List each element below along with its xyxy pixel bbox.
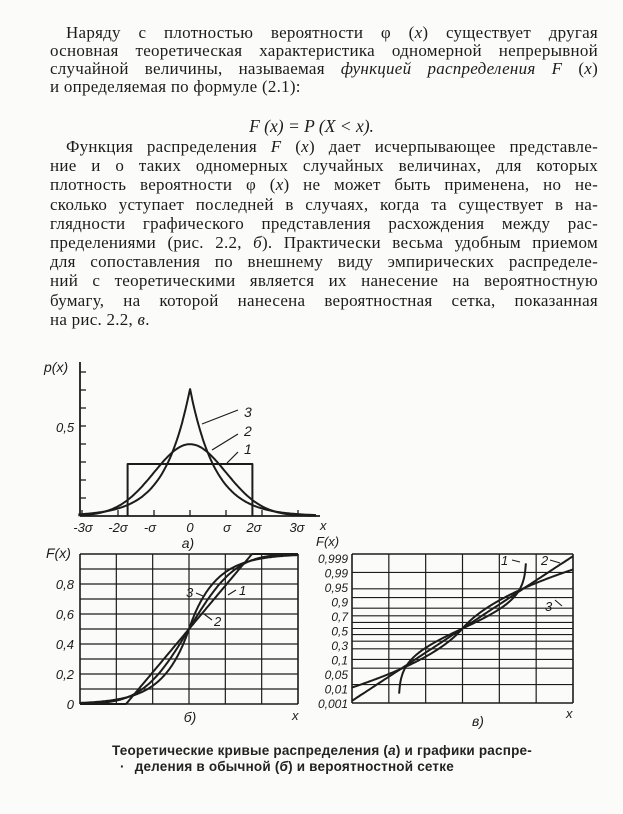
y-tick-label: 0,9 [331, 595, 348, 610]
text-segment: бумагу, на которой нанесена вероятностная сетка, показанная [50, 290, 598, 310]
curve-2-normal [78, 444, 316, 516]
italic-text: x [275, 175, 284, 195]
italic-text: x [584, 59, 593, 78]
text-segment: для сопоставления по внешнему виду эмпирических распределе- [50, 252, 598, 272]
curve-label-2: 2 [541, 553, 549, 568]
x-axis-label: x [320, 518, 327, 533]
curve-label-3: 3 [545, 599, 553, 614]
italic-text: F [270, 137, 282, 156]
x-axis-label: x [292, 708, 299, 723]
text-segment: ) не может быть применена, но не- [283, 175, 599, 195]
caption-text: ) и вероятностной сетке [288, 759, 454, 774]
leader-2 [204, 614, 212, 620]
x-axis-label: x [566, 706, 573, 721]
y-tick-label: 0,7 [331, 610, 348, 624]
leader-3 [196, 593, 203, 596]
y-tick-label: 0,95 [324, 581, 348, 595]
x-tick-label: 3σ [289, 520, 305, 535]
text-segment: Наряду с плотностью вероятности φ ( [66, 23, 415, 42]
curve-label-2: 2 [244, 423, 252, 439]
caption-text: Теоретические кривые распределения ( [112, 743, 389, 758]
text-segment: ний с теоретическими является их нанесение на вероятностную [50, 271, 598, 291]
curve-label-1: 1 [239, 583, 247, 598]
leader-2 [550, 560, 560, 563]
caption-text: деления в обычной ( [134, 759, 280, 774]
text-segment: случайной величины, называемая [50, 59, 341, 78]
leader-3 [202, 410, 238, 424]
text-segment: . [145, 309, 150, 329]
text-segment: ) дает исчерпывающее представле- [308, 137, 598, 156]
curve-label-2: 2 [214, 614, 222, 629]
y-tick-label: 0,99 [324, 566, 348, 581]
y-tick-label: 0,999 [317, 552, 348, 566]
caption-line-1 [112, 743, 532, 758]
y-tick-label: 0,01 [324, 682, 348, 697]
y-tick-label: 0,3 [331, 639, 348, 653]
text-segment: ) существует другая [422, 23, 598, 42]
leader-1 [512, 560, 520, 562]
text-segment: ) [592, 59, 598, 78]
y-tick-label: 0,05 [324, 668, 348, 682]
panel-label-b: б) [183, 709, 197, 725]
y-axis-label: F(x) [316, 534, 340, 549]
panel-label-a: а) [181, 535, 195, 551]
text-segment: пределениями (рис. 2.2, [50, 233, 254, 252]
text-segment: ). Практически весьма удобным приемом [261, 233, 598, 252]
x-tick-label: -3σ [73, 520, 93, 535]
caption-line-2 [120, 759, 454, 774]
italic-text: функцией распределения F [340, 59, 563, 78]
curve-1-uniform [128, 464, 253, 516]
y-axis-label: F(x) [46, 545, 71, 561]
italic-text: в [137, 309, 146, 329]
y-tick-label: 0,5 [56, 420, 75, 435]
curve-label-3: 3 [186, 585, 194, 600]
caption-text: а [388, 743, 396, 758]
curve-3-laplace [78, 389, 316, 515]
italic-text: x [414, 23, 423, 42]
x-tick-label: 2σ [246, 520, 262, 535]
caption-text: ) и графики распре- [395, 743, 532, 758]
caption-text: б [279, 759, 289, 774]
italic-text: б [253, 233, 262, 252]
leader-1 [228, 590, 236, 595]
text-segment: Функция распределения [66, 137, 271, 156]
y-tick-label: 0,6 [55, 607, 74, 622]
y-axis-label: p(x) [44, 359, 69, 375]
curve-label-1: 1 [244, 441, 252, 457]
y-tick-label: 0,8 [55, 577, 74, 592]
x-tick-label: -σ [143, 520, 157, 535]
text-segment: основная теоретическая характеристика одномерной непрерывной [50, 41, 598, 60]
text-segment: глядности графического представления расхождения между рас- [50, 213, 598, 233]
x-tick-label: -2σ [108, 520, 128, 535]
y-tick-label: 0,2 [55, 667, 74, 682]
y-tick-label: 0,1 [331, 653, 348, 668]
leader-3 [555, 600, 562, 606]
leader-2 [212, 434, 238, 450]
x-tick-label: σ [223, 520, 231, 535]
leader-1 [227, 452, 238, 463]
text-segment: плотность вероятности φ ( [50, 175, 276, 195]
text-segment: на рис. 2.2, [50, 309, 138, 329]
y-tick-label: 0,001 [317, 697, 348, 711]
italic-text: x [301, 137, 309, 156]
y-tick-label: 0,4 [55, 637, 74, 652]
formula: F (x) = P (X < x). [249, 116, 374, 136]
panel-label-c: в) [472, 713, 484, 729]
text-segment: и определяемая по формуле (2.1): [50, 77, 301, 96]
text-segment: сколько уступает последней в случаях, когда та существует в на- [50, 194, 598, 214]
curve-label-3: 3 [244, 404, 252, 420]
x-tick-label: 0 [186, 520, 194, 535]
caption-dot: · [120, 759, 125, 774]
text-segment: ние и о таких одномерных случайных величинах, для которых [50, 156, 598, 176]
y-tick-label: 0 [66, 697, 74, 712]
text-segment: ( [281, 137, 302, 156]
y-tick-label: 0,5 [331, 624, 348, 639]
text-segment: ( [562, 59, 585, 78]
curve-label-1: 1 [501, 553, 509, 568]
